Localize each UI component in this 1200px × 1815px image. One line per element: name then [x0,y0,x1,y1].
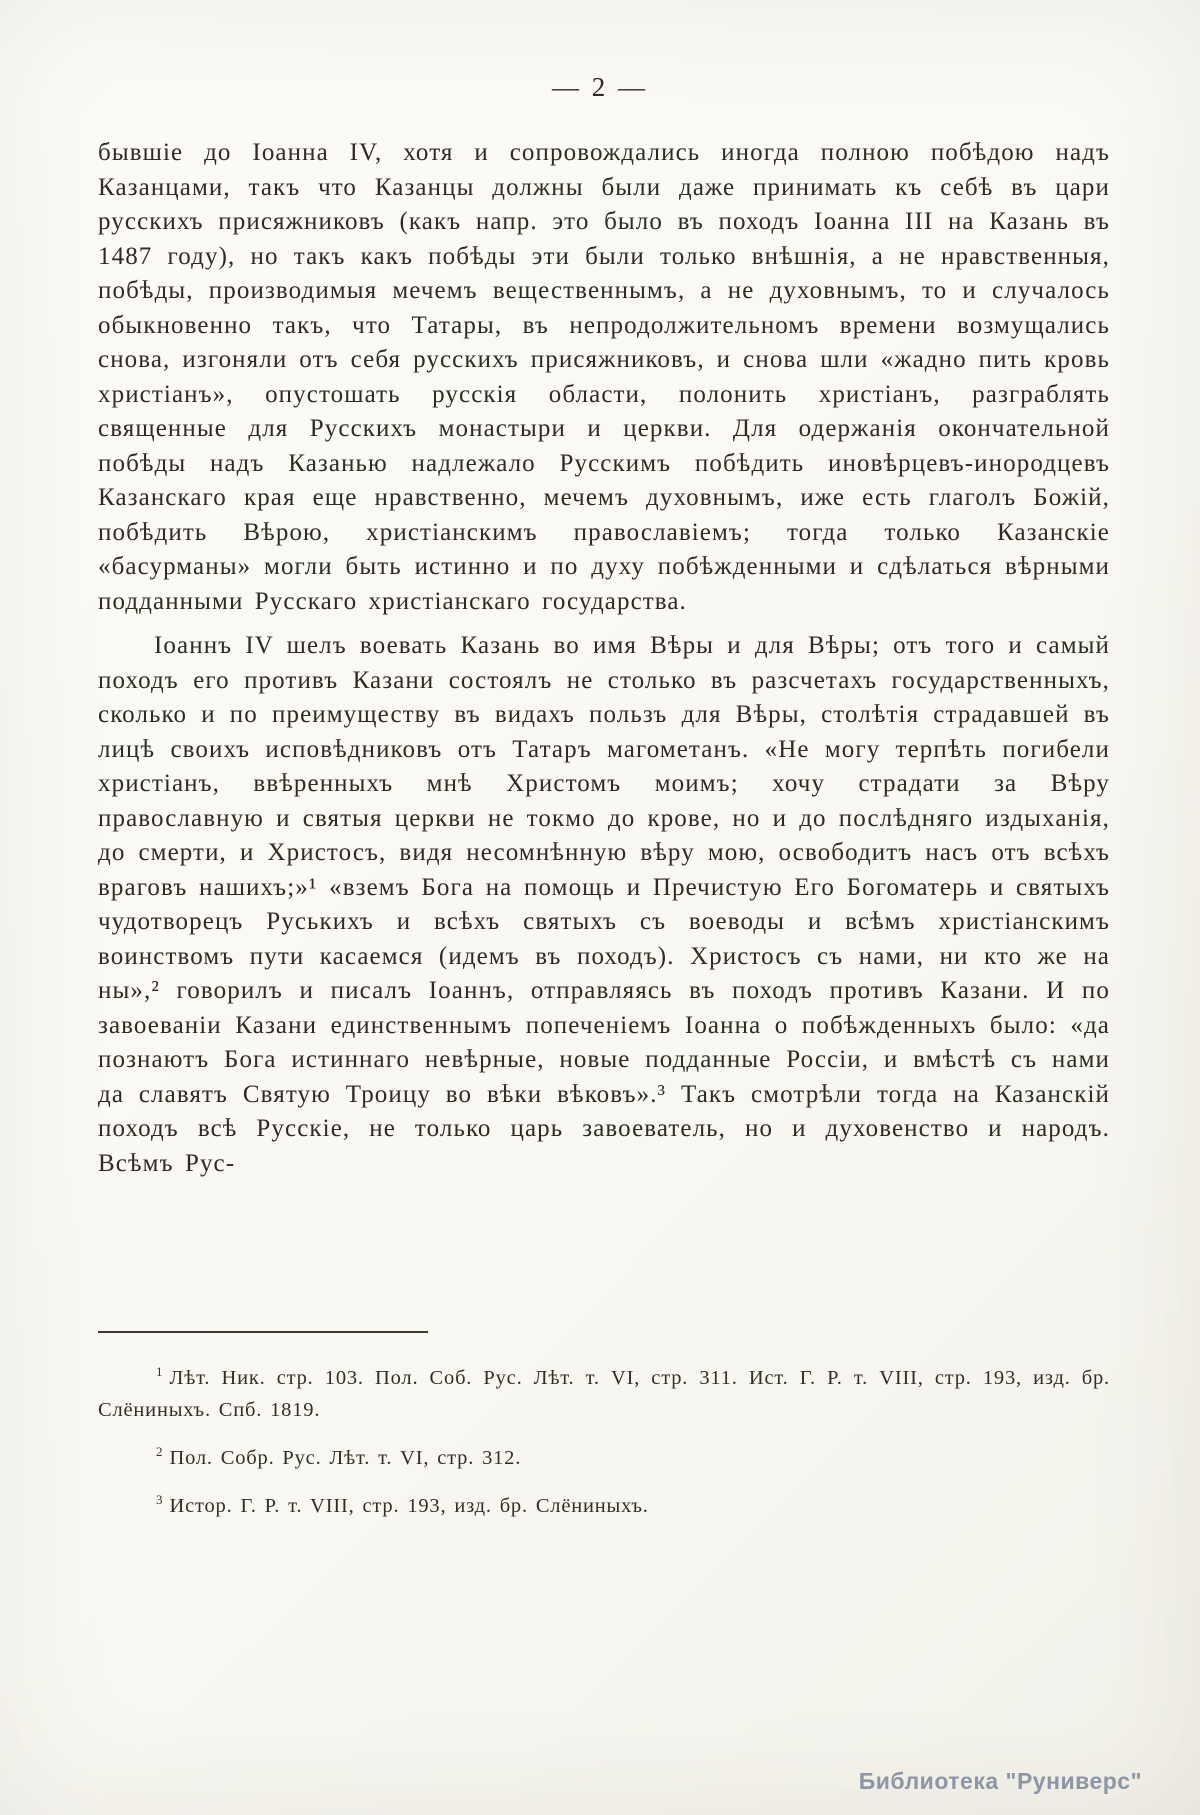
footnote-marker: 3 [156,1491,163,1507]
page-number: — 2 — [552,72,648,102]
footnote-text: Пол. Собр. Рус. Лѣт. т. VI, стр. 312. [169,1446,522,1469]
footnote-separator-rule [98,1331,428,1333]
paragraph-ioann-campaign: Іоаннъ IV шелъ воевать Казань во имя Вѣры и для Вѣры; отъ того и самый походъ его противъ Казани состоялъ не столько въ разсчетахъ государственныхъ, сколько и по преимуществу въ видахъ пользъ для Вѣры, столѣтія страдавшей въ лицѣ своихъ исповѣдниковъ отъ Татаръ магометанъ. «Не могу терпѣть погибели христіанъ, ввѣренныхъ мнѣ Христомъ моимъ; хочу страдати за Вѣру православную и святыя церкви не токмо до крове, но и до послѣдняго издыханія, до смерти, и Христосъ, видя несомнѣнную вѣру мою, освободитъ насъ отъ всѣхъ враговъ нашихъ;»¹ «вземъ Бога на помощь и Пречистую Его Богоматерь и святыхъ чудотворецъ Руськихъ и всѣхъ святыхъ съ воеводы и всѣмъ христіанскимъ воинствомъ пути касаемся (идемъ въ походъ). Христосъ съ нами, ни кто же на ны»,² говорилъ и писалъ Іоаннъ, отправляясь въ походъ противъ Казани. И по завоеваніи Казани единственнымъ попеченіемъ Іоанна о побѣжденныхъ было: «да познаютъ Бога истиннаго невѣрные, новые подданные Россіи, и вмѣстѣ съ нами да славятъ Святую Троицу во вѣки вѣковъ».³ Такъ смотрѣли тогда на Казанскій походъ всѣ Русскіе, не только царь завоеватель, но и духовенство и народъ. Всѣмъ Рус- [98,632,1110,1177]
footnote-marker: 2 [156,1443,163,1459]
body-text-block [98,136,1110,1181]
footnote-marker: 1 [156,1364,163,1379]
library-watermark: Библиотека "Руниверс" [858,1768,1142,1794]
footnote-text: Лѣт. Ник. стр. 103. Пол. Соб. Рус. Лѣт. т. VI, стр. 311. Ист. Г. Р. т. VIII, стр. 193, изд. бр. Слёниныхъ. Спб. 1819. [98,1366,1110,1421]
footnote-text: Истор. Г. Р. т. VIII, стр. 193, изд. бр. Слёниныхъ. [169,1494,649,1517]
paragraph-continuation: бывшіе до Іоанна IV, хотя и сопровождались иногда полною побѣдою надъ Казанцами, такъ что Казанцы должны были даже принимать къ себѣ въ цари русскихъ присяжниковъ (какъ напр. это было въ походъ Іоанна III на Казань въ 1487 году), но такъ какъ побѣды эти были только внѣшнія, а не нравственныя, побѣды, производимыя мечемъ вещественнымъ, а не духовнымъ, то и случалось обыкновенно такъ, что Татары, въ непродолжительномъ времени возмущались снова, изгоняли отъ себя русскихъ присяжниковъ, и снова шли «жадно пить кровь христіанъ», опустошать русскія области, полонить христіанъ, разграблять священные для Русскихъ монастыри и церкви. Для одержанія окончательной побѣды надъ Казанью надлежало Русскимъ побѣдить иновѣрцевъ-инородцевъ Казанскаго края еще нравственно, мечемъ духовнымъ, иже есть глаголъ Божій, побѣдить Вѣрою, христіанскимъ православіемъ; тогда только Казанскіе «басурманы» могли быть истинно и по духу побѣжденными и сдѣлаться вѣрными подданными Русскаго христіанскаго государства. [98,139,1110,615]
footnote [98,1484,1110,1522]
footnotes-block [98,1356,1110,1531]
footnote [98,1356,1110,1426]
footnote [98,1436,1110,1474]
